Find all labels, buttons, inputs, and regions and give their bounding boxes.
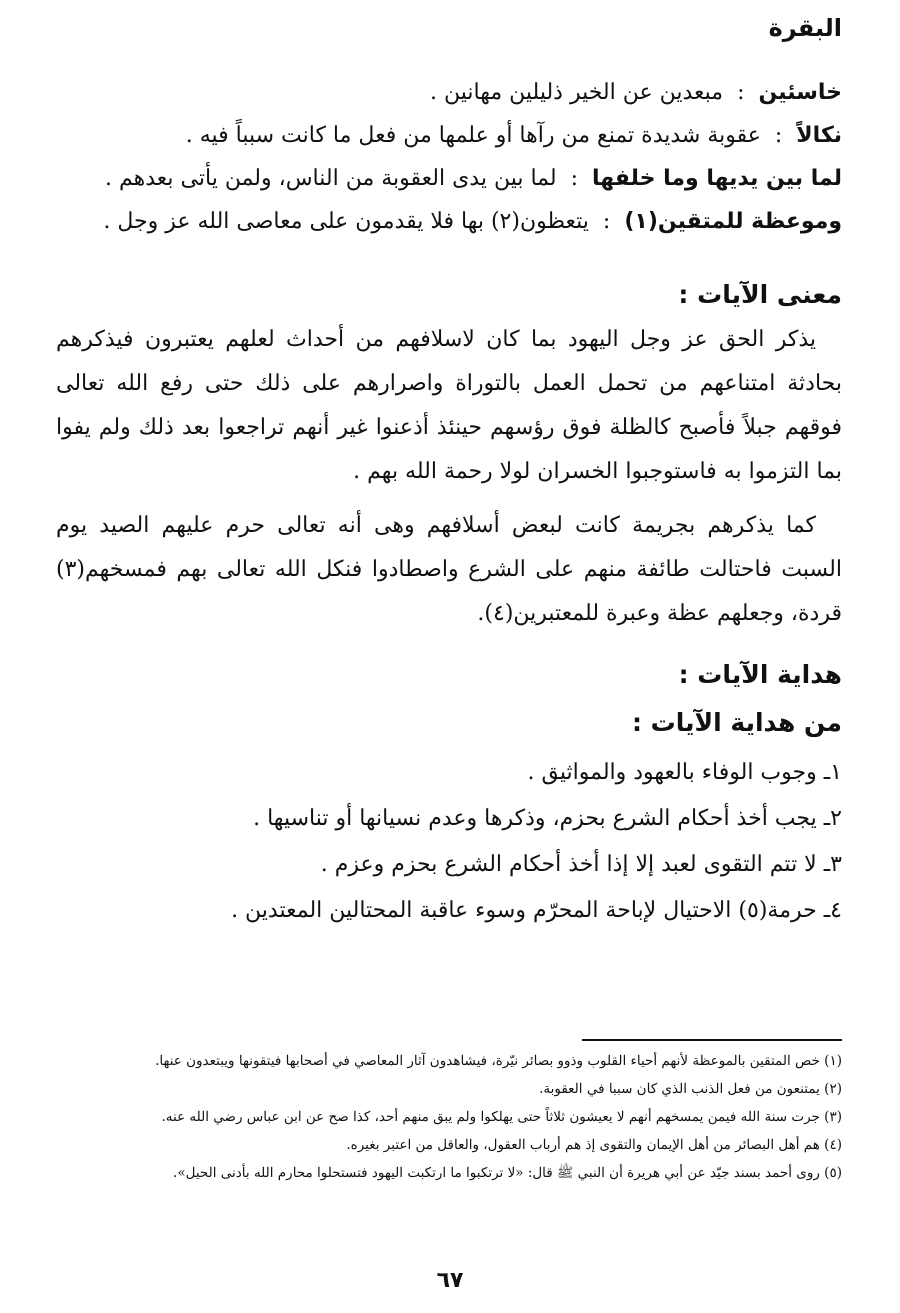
footnote: (٤) هم أهل البصائر من أهل الإيمان والتقوى إذ هم أرباب العقول، والعاقل من اعتبر بغيره.: [346, 1137, 842, 1153]
footnote-divider: [582, 1039, 842, 1041]
guidance-item: ١ـ وجوب الوفاء بالعهود والمواثيق .: [527, 760, 842, 785]
glossary-definition: يتعظون(٢) بها فلا يقدمون على معاصى الله عز وجل .: [103, 209, 589, 234]
page-number: ٦٧: [436, 1268, 464, 1293]
guidance-item: ٣ـ لا تتم التقوى لعبد إلا إذا أخذ أحكام الشرع بحزم وعزم .: [320, 852, 842, 877]
glossary-term: وموعظة للمتقين(١): [624, 209, 842, 234]
glossary-row: [42, 166, 842, 209]
glossary-definition: لما بين يدى العقوبة من الناس، ولمن يأتى بعدهم .: [105, 166, 557, 191]
glossary-colon: :: [737, 80, 745, 105]
glossary-definition: مبعدين عن الخير ذليلين مهانين .: [430, 80, 724, 105]
guidance-subtitle: من هداية الآيات :: [631, 708, 842, 737]
glossary-colon: :: [602, 209, 611, 234]
guidance-list: [56, 750, 842, 934]
guidance-item: ٢ـ يجب أخذ أحكام الشرع بحزم، وذكرها وعدم نسيانها أو تناسيها .: [253, 806, 842, 831]
meaning-paragraph: يذكر الحق عز وجل اليهود بما كان لاسلافهم من أحداث لعلهم يعتبرون فيذكرهم بحادثة امتناعهم من تحمل العمل بالتوراة واصرارهم على ذلك حتى رفع الله تعالى فوقهم جبلاً فأصبح كالظلة فوق رؤسهم حينئذ أذعنوا غير أنهم تراجعوا بعد ذلك ولم يفوا بما التزموا به فاستوجبوا الخسران لولا رحمة الله بهم .: [56, 327, 842, 484]
glossary: [42, 80, 842, 252]
meaning-paragraph: كما يذكرهم بجريمة كانت لبعض أسلافهم وهى أنه تعالى حرم عليهم الصيد يوم السبت فاحتالت طائفة منهم على الشرع واصطادوا فنكل الله تعالى بهم فمسخهم(٣) قردة، وجعلهم عظة وعبرة للمعتبرين(٤).: [56, 513, 842, 626]
guidance-title: هداية الآيات :: [678, 660, 842, 689]
glossary-definition: عقوبة شديدة تمنع من رآها أو علمها من فعل ما كانت سبباً فيه .: [185, 123, 761, 148]
guidance-item: ٤ـ حرمة(٥) الاحتيال لإباحة المحرّم وسوء عاقبة المحتالين المعتدين .: [231, 898, 842, 923]
glossary-term: لما بين يديها وما خلفها: [592, 166, 842, 191]
meaning-title: معنى الآيات :: [678, 280, 842, 309]
glossary-row: [42, 209, 842, 252]
glossary-colon: :: [570, 166, 579, 191]
footnote: (٥) روى أحمد بسند جيّد عن أبي هريرة أن النبي ﷺ قال: «لا ترتكبوا ما ارتكبت اليهود فتستحلوا محارم الله بأدنى الحيل».: [173, 1165, 842, 1181]
glossary-term: نكالاً: [796, 123, 842, 148]
glossary-colon: :: [774, 123, 783, 148]
footnote: (٣) جرت سنة الله فيمن يمسخهم أنهم لا يعيشون ثلاثاً حتى يهلكوا ولم يبق منهم أحد، كذا صح عن ابن عباس رضي الله عنه.: [161, 1109, 842, 1125]
footnote: (٢) يمتنعون من فعل الذنب الذي كان سببا في العقوبة.: [539, 1081, 842, 1097]
glossary-row: [42, 80, 842, 123]
footnote: (١) خص المتقين بالموعظة لأنهم أحياء القلوب وذوو بصائر نيّرة، فيشاهدون آثار المعاصي في أصحابها فيتقونها ويبتعدون عنها.: [155, 1053, 842, 1069]
footnotes: [52, 1050, 842, 1190]
glossary-term: خاسئين: [758, 80, 842, 105]
glossary-row: [42, 123, 842, 166]
surah-header: البقرة: [768, 14, 842, 42]
